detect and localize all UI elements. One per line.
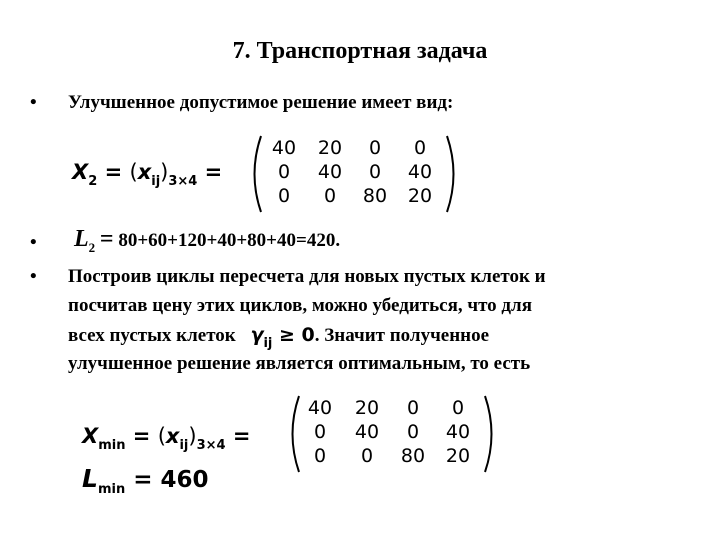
- matrix1-cell: 0: [368, 137, 382, 159]
- matrix2-cell: 80: [400, 445, 426, 467]
- formula-xmin-paren-close: ): [188, 424, 197, 448]
- bullet-marker-3: •: [30, 266, 37, 287]
- formula-xmin: [82, 424, 251, 453]
- formula-xmin-x: x: [165, 424, 180, 448]
- formula-x2-symbol: X: [72, 160, 89, 184]
- formula-lmin-subscript: min: [97, 482, 126, 497]
- formula-l2-equals: =: [99, 226, 114, 252]
- bullet-text-3-after: . Значит полученное: [314, 325, 490, 346]
- matrix1-row: [262, 136, 444, 160]
- matrix1-cell: 80: [362, 185, 388, 207]
- matrix2-row: [298, 444, 482, 468]
- formula-x2-equals: =: [104, 160, 123, 184]
- bullet-marker-1: •: [30, 92, 37, 113]
- matrix2-cell: 40: [445, 421, 471, 443]
- matrix2-cell: 40: [354, 421, 380, 443]
- bullet-text-3-line-4: улучшенное решение является оптимальным, то есть: [68, 353, 531, 374]
- matrix1-row: [262, 160, 444, 184]
- matrix1-cell: 40: [407, 161, 433, 183]
- matrix1-row: [262, 184, 444, 208]
- matrix1-table: [262, 136, 444, 208]
- matrix2-cell: 0: [406, 397, 420, 419]
- formula-gamma-symbol: γ: [250, 324, 264, 346]
- formula-x2-dims: 3×4: [168, 174, 198, 189]
- matrix2-cell: 0: [313, 445, 327, 467]
- formula-xmin-symbol: X: [82, 424, 99, 448]
- formula-lmin-symbol: L: [82, 464, 98, 493]
- matrix2: [298, 396, 482, 468]
- formula-x2-x-subscript: ij: [151, 174, 161, 189]
- formula-x2-paren-open: (: [129, 160, 138, 184]
- matrix1-cell: 0: [413, 137, 427, 159]
- bullet-text-1: Улучшенное допустимое решение имеет вид:: [68, 92, 454, 113]
- formula-x2-paren-close: ): [160, 160, 169, 184]
- bullet-text-3-before: всех пустых клеток: [68, 325, 236, 346]
- matrix2-cell: 20: [445, 445, 471, 467]
- bullet-text-3-line-3: [68, 324, 490, 351]
- bullet-text-3-line-1: Построив циклы пересчета для новых пустых клеток и: [68, 266, 546, 287]
- formula-xmin-dims: 3×4: [196, 438, 226, 453]
- formula-xmin-equals-2: =: [232, 424, 251, 448]
- formula-xmin-x-subscript: ij: [179, 438, 189, 453]
- formula-xmin-equals: =: [132, 424, 151, 448]
- formula-x2: [72, 160, 223, 189]
- matrix2-cell: 0: [406, 421, 420, 443]
- matrix2-row: [298, 396, 482, 420]
- matrix2-row: [298, 420, 482, 444]
- formula-lmin: [82, 464, 209, 497]
- matrix1-right-paren: [444, 134, 462, 214]
- formula-x2-x: x: [137, 160, 152, 184]
- matrix2-table: [298, 396, 482, 468]
- matrix1-cell: 20: [317, 137, 343, 159]
- matrix1: [262, 136, 444, 208]
- matrix1-cell: 40: [271, 137, 297, 159]
- matrix2-cell: 20: [354, 397, 380, 419]
- matrix1-cell: 20: [407, 185, 433, 207]
- formula-l2-expression: 80+60+120+40+80+40=420.: [118, 230, 341, 251]
- bullet-text-2: [74, 226, 340, 253]
- formula-xmin-subscript: min: [98, 438, 126, 453]
- matrix1-cell: 0: [368, 161, 382, 183]
- formula-l2-subscript: 2: [88, 240, 96, 255]
- matrix2-cell: 0: [360, 445, 374, 467]
- matrix2-right-paren: [482, 394, 500, 474]
- formula-gamma-ge: ≥ 0: [279, 324, 315, 346]
- slide-title: 7. Транспортная задача: [232, 38, 488, 64]
- formula-l2-symbol: L: [74, 226, 89, 252]
- formula-gamma: [250, 324, 315, 351]
- matrix1-cell: 0: [277, 185, 291, 207]
- formula-x2-subscript: 2: [88, 174, 98, 189]
- matrix2-cell: 0: [451, 397, 465, 419]
- formula-x2-equals-2: =: [204, 160, 223, 184]
- bullet-text-3-line-2: посчитав цену этих циклов, можно убедиться, что для: [68, 295, 532, 316]
- matrix2-cell: 0: [313, 421, 327, 443]
- matrix2-cell: 40: [307, 397, 333, 419]
- matrix1-cell: 0: [277, 161, 291, 183]
- formula-lmin-equals: =: [133, 467, 153, 493]
- formula-xmin-paren-open: (: [157, 424, 166, 448]
- bullet-marker-2: •: [30, 232, 37, 253]
- formula-gamma-subscript: ij: [263, 336, 273, 351]
- matrix1-cell: 40: [317, 161, 343, 183]
- matrix1-cell: 0: [323, 185, 337, 207]
- formula-lmin-value: 460: [160, 467, 209, 493]
